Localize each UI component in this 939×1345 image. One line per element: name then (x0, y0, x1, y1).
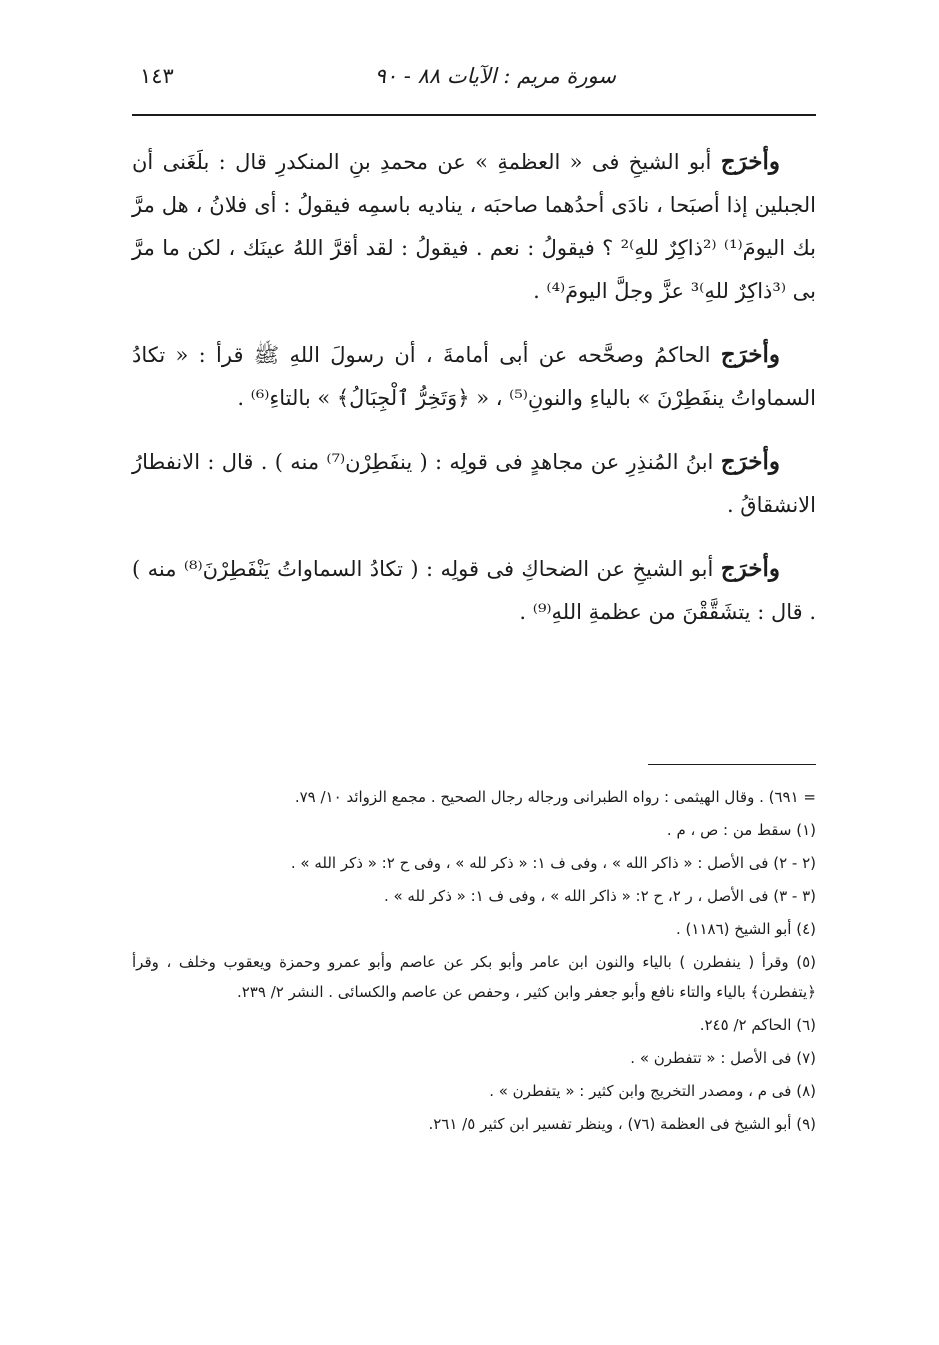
paragraph-text: ابنُ المُنذِرِ عن مجاهدٍ فى قولِه : ( ينفَطِرْن⁽⁷⁾ منه ) . قال : الانفطارُ الانشقاقُ . (132, 450, 816, 517)
footnote-9: (٩) أبو الشيخ فى العظمة (٧٦) ، وينظر تفسير ابن كثير ٥/ ٢٦١. (428, 1115, 816, 1133)
main-text (132, 140, 816, 654)
paragraph-text: أبو الشيخِ فى « العظمةِ » عن محمدِ بنِ المنكدرِ قال : بلَغَنى أن الجبلين إذا أصبَحا ، نادَى أحدُهما صاحبَه ، يناديه باسمِه فيقولُ : أى فلانُ ، هل مرَّ بك اليومَ⁽¹⁾ ⁽²ذاكِرٌ للهِ⁾² ؟ فيقولُ : نعم . فيقولُ : لقد أقرَّ اللهُ عينَك ، لكن ما مرَّ بى ⁽³ذاكِرٌ للهِ⁾³ عزَّ وجلَّ اليومَ⁽⁴⁾ . (132, 150, 816, 303)
footnote-2: (٢ - ٢) فى الأصل : « ذاكر الله » ، وفى ف ١: « ذكر لله » ، وفى ح ٢: « ذكر الله » . (290, 854, 816, 872)
paragraph-text: الحاكمُ وصحَّحه عن أبى أمامةَ ، أن رسولَ اللهِ ﷺ قرأ : « تكادُ السماواتُ ينفَطِرْنَ » بالياءِ والنونِ⁽⁵⁾ ، « ﴿وَتَخِرُّ ٱلْجِبَالُ﴾ » بالتاءِ⁽⁶⁾ . (132, 343, 816, 410)
footnote-continuation: = ٦٩١) . وقال الهيثمى : رواه الطبرانى ورجاله رجال الصحيح . مجمع الزوائد ١٠/ ٧٩. (294, 788, 816, 806)
header-divider (132, 114, 816, 116)
page-header (132, 62, 812, 106)
footnote-8: (٨) فى م ، ومصدر التخريج وابن كثير : « يتفطرن » . (489, 1082, 816, 1100)
paragraph-1 (132, 140, 816, 313)
footnote-1: (١) سقط من : ص ، م . (666, 821, 816, 839)
footnote-7: (٧) فى الأصل : « تتفطرن » . (630, 1049, 816, 1067)
footnote-divider (648, 764, 816, 765)
paragraph-3 (132, 440, 816, 527)
page-number: ١٤٣ (140, 64, 174, 88)
footnote-6: (٦) الحاكم ٢/ ٢٤٥. (699, 1016, 816, 1034)
footnote-4: (٤) أبو الشيخ (١١٨٦) . (676, 920, 816, 938)
paragraph-4 (132, 547, 816, 634)
paragraph-2 (132, 333, 816, 420)
paragraph-lead-word: وأخرَج (720, 555, 781, 582)
paragraph-text: أبو الشيخِ عن الضحاكِ فى قولِه : ( تكادُ السماواتُ يَنْفَطِرْنَ⁽⁸⁾ منه ) . قال : يتشَقَّقْنَ من عظمةِ اللهِ⁽⁹⁾ . (132, 557, 816, 624)
footnotes (132, 782, 816, 1142)
paragraph-lead-word: وأخرَج (720, 148, 780, 175)
paragraph-lead-word: وأخرَج (720, 341, 780, 368)
paragraph-lead-word: وأخرَج (720, 448, 780, 475)
footnote-3: (٣ - ٣) فى الأصل ، ر ٢، ح ٢: « ذاكر الله » ، وفى ف ١: « ذكر لله » . (383, 887, 816, 905)
running-title: سورة مريم : الآيات ٨٨ - ٩٠ (374, 64, 616, 88)
footnote-5: (٥) وقرأ ( ينفطرن ) بالياء والنون ابن عامر وأبو بكر عن عاصم وأبو عمرو وحمزة ويعقوب وخلف ، وقرأ ﴿يتفطرن﴾ بالياء والتاء نافع وأبو جعفر وابن كثير ، وحفص عن عاصم والكسائى . النشر ٢/ ٢٣٩. (132, 953, 816, 1001)
